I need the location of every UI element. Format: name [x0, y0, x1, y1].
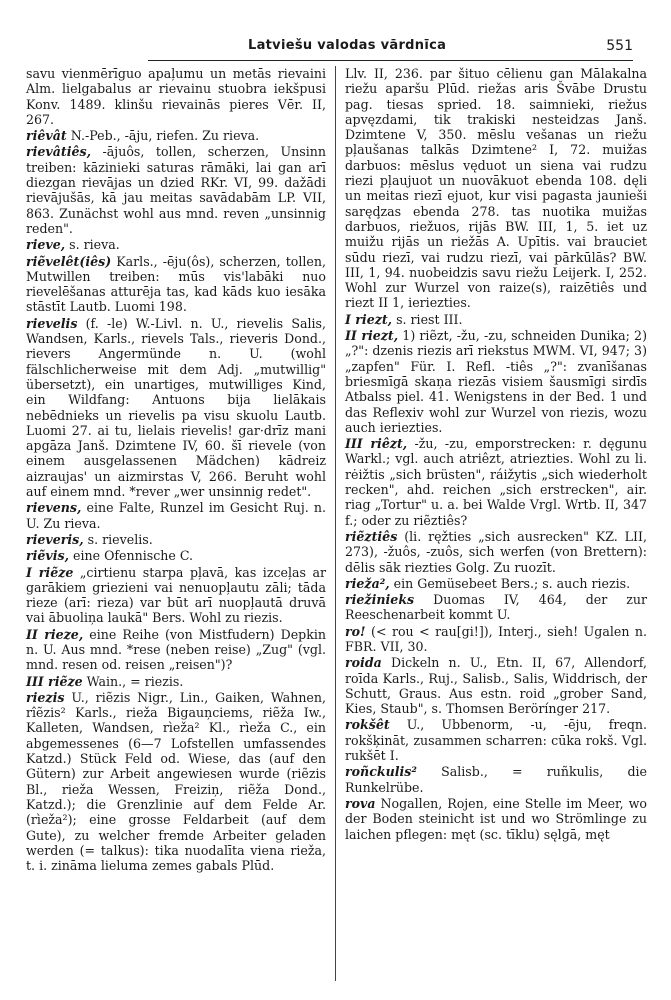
left-column: [26, 66, 326, 874]
entry-body: ein Gemüsebeet Bers.; s. auch riezis.: [389, 575, 631, 591]
entry-body: (< rou < rau[gi!]), Interj., sieh! Ugalen n. FBR. VII, 30.: [345, 623, 647, 654]
entry-continuation: [345, 66, 647, 311]
entry-body: Karls., -ēju(ôs), scherzen, tollen, Mutwillen treiben: mūs vis'labāki nuo rievelēšanas atturēja tas, kad kāds kuo iesāka stāstīt Lautb. Luomi 198.: [26, 253, 326, 315]
dictionary-entry: [26, 254, 326, 315]
dictionary-entry: [26, 316, 326, 500]
entry-headword: riẽvelêt(iês): [26, 253, 112, 269]
entry-body: Nogallen, Rojen, eine Stelle im Meer, wo der Boden steinicht ist und wo Strömlinge zu laichen pflegen: męt (sc. tīklu) sęlgā, męt: [345, 795, 647, 842]
entry-headword: rieveris,: [26, 531, 84, 547]
entry-headword: II riezt,: [345, 328, 399, 344]
dictionary-entry: [26, 690, 326, 874]
dictionary-entry: [26, 144, 326, 236]
dictionary-entry: [345, 655, 647, 716]
dictionary-entry: [345, 529, 647, 575]
entry-body: eine Ofennische C.: [69, 548, 194, 564]
dictionary-entry: [26, 532, 326, 547]
entry-body: (li. ręžties „sich ausrecken" KZ. LII, 273), -žuôs, -zuôs, sich werfen (von Brettern): dēlis sāk riezties Golg. Zu ruozīt.: [345, 528, 647, 575]
page-header: [148, 38, 633, 61]
entry-headword: roñckulis²: [345, 764, 417, 780]
dictionary-entry: [26, 500, 326, 531]
dictionary-entry: [26, 627, 326, 673]
dictionary-entry: [26, 237, 326, 252]
entry-body: U., Ubbenorm, -u, -ēju, freqn. rokšķināt, zusammen scharren: cūka rokš. Vgl. rukšēt I.: [345, 717, 647, 764]
column-divider: [335, 66, 336, 981]
entry-body: Llv. II, 236. par šituo cēlienu gan Mālakalna riežu aparšu Plūd. riežas aris Švābe Drustu pag. tiesas spried. 18. saimnieki, riežus apvęzdami, tik trakiski nesteidzas Janš. Dzimtene V, 350. mēslu vešanas un riežu pļaušanas talkās Dzimtene² I, 72. muižas darbuos: mēslus vęduot un siena vai rudzu riezi pļaujuot un nuovākuot ebenda 108. dęli un meitas riezī ejuot, kur visi pagasta jaunieši saręḑzas ebenda 278. tas nuotika muižas darbuos, riežuos, rijās BW. III, 1, 5. iet uz muižu rijās un riežās A. Upītis. vai brauciet sūdu riezī, vai rudzu riezī, vai pārkūlās? BW. III, 1, 94. nuobeidzis savu riežu Leijerk. I, 252. Wohl zur Wurzel von raize(s), raizētiês und riezt II 1, ieriezties.: [345, 66, 647, 311]
entry-headword: II rieze,: [26, 626, 84, 642]
entry-headword: rieža²,: [345, 575, 390, 591]
dictionary-entry: [26, 565, 326, 626]
dictionary-entry: [345, 592, 647, 623]
entry-body: Wain., = riezis.: [82, 673, 184, 689]
entry-headword: I riezt,: [345, 311, 393, 327]
entry-headword: riêvât: [26, 128, 67, 144]
entry-body: Duomas IV, 464, der zur Reeschenarbeit kommt U.: [345, 592, 647, 623]
entry-body: savu vienmērīguo apaļumu un metās rievaini Alm. lielgabalus ar rievainu stuobra iekšpusi Konv. 1489. klinšu rievainās pieres Vēr. II, 267.: [26, 66, 326, 127]
dictionary-entry: [345, 624, 647, 655]
entry-headword: rieve,: [26, 237, 66, 253]
dictionary-entry: [26, 674, 326, 689]
entry-body: Dickeln n. U., Etn. II, 67, Allendorf, roīda Karls., Ruj., Salisb., Salis, Widdrisch, der Schutt, Graus. Aus estn. roid „grober Sand, Kies, Staub", s. Thomsen Berörínger 217.: [345, 655, 647, 717]
dictionary-entry: [345, 796, 647, 842]
entry-headword: III riẽze: [26, 673, 83, 689]
dictionary-entry: [345, 328, 647, 435]
entry-body: s. rievelis.: [83, 531, 153, 547]
running-title: Latviešu valodas vārdnīca: [248, 38, 447, 53]
entry-body: „cirtienu starpa pļavā, kas izceļas ar garākiem griezieni vai nenuopļautu zāli; tāda rieze (arī: rieza) var būt arī nuopļautā druvā vai ābuoliņa laukā" Bers. Wohl zu riezis.: [26, 564, 326, 626]
entry-body: U., riẽzis Nigr., Lin., Gaiken, Wahnen, rîẽzis² Karls., rieža Bigauņciems, riẽža Iw., Kalleten, Wandsen, rìeža² Kl., rìeža C., ein abgemessenes (6—7 Lofstellen umfassendes Katzd.) Stück Feld od. Wiese, das (auf den Gütern) zur Arbeit angewiesen wurde (riẽzis Bl., rieža Wessen, Freiziņ, riẽža Dond., Katzd.); die Grenzlinie auf dem Felde Ar. (rìeža²); eine grosse Feldarbeit (auf dem Gute), zu welcher fremde Arbeiter geladen werden (= talkus): tika nuodalīta viena rieža, t. i. zināma lieluma zemes gabals Plūd.: [26, 689, 326, 874]
entry-headword: rievens,: [26, 500, 82, 516]
entry-headword: III riêzt,: [345, 436, 408, 452]
entry-body: eine Falte, Runzel im Gesicht Ruj. n. U. Zu rieva.: [26, 500, 326, 531]
entry-body: (f. -le) W.-Livl. n. U., rievelis Salis, Wandsen, Karls., rievels Tals., rieveris Dond., rievers Angermünde n. U. (wohl fälschlicherweise mit dem Adj. „mutwillig" übersetzt), ein unartiges, mutwilliges Kind, ein Wildfang: Antuons bija lielākais nebēdnieks un rievelis pa visu skuolu Lautb. Luomi 27. ai tu, lielais rievelis! gar·drīz mani apgāza Janš. Dzimtene IV, 60. šī rievele (von einem ausgelassenen Mädchen) kādreiz aizraujas' un aizmirstas V, 266. Beruht wohl auf einem mnd. *rever „wer unsinnig redet".: [26, 315, 326, 500]
page-number: 551: [606, 38, 633, 54]
dictionary-entry: [345, 436, 647, 528]
entry-headword: riẽvis,: [26, 548, 70, 564]
dictionary-entry: [26, 128, 326, 143]
entry-body: N.-Peb., -āju, riefen. Zu rieva.: [66, 128, 260, 144]
right-column: [345, 66, 647, 843]
entry-body: 1) riẽzt, -žu, -zu, schneiden Dunika; 2) „?": dzenis riezis arī riekstus MWM. VI, 947; 3) „zapfen" Für. I. Refl. -tiês „?": zvanīšanas briesmīgā skaņa riezās visiem šausmīgi sirdīs Atbalss piel. 41. Wenigstens in der Bed. 1 und das Reflexiv wohl zur Wurzel von riezis, wozu auch ieriezties.: [345, 328, 647, 435]
entry-body: s. rieva.: [65, 237, 120, 253]
entry-headword: riezis: [26, 689, 65, 705]
entry-body: Salisb., = ruñkulis, die Runkelrübe.: [345, 764, 647, 795]
dictionary-entry: [345, 717, 647, 763]
entry-headword: ro!: [345, 623, 366, 639]
dictionary-entry: [345, 576, 647, 591]
entry-headword: rievelis: [26, 315, 78, 331]
dictionary-entry: [26, 548, 326, 563]
entry-body: -ājuôs, tollen, scherzen, Unsinn treiben: kāzinieki saturas rāmāki, lai gan arī diezgan rievājas un dzied RKr. VI, 99. dažādi rievājušās, kā jau meitas savādabām LP. VII, 863. Zunächst wohl aus mnd. reven „unsinnig reden".: [26, 144, 326, 236]
dictionary-entry: [345, 312, 647, 327]
entry-headword: rievâtiês,: [26, 144, 91, 160]
entry-headword: riẽztiês: [345, 528, 398, 544]
entry-body: eine Reihe (von Mistfudern) Depkin n. U. Aus mnd. *rese (neben reise) „Zug" (vgl. mnd. resen od. reisen „reisen")?: [26, 626, 326, 673]
entry-body: -žu, -zu, emporstrecken: r. dęgunu Warkl.; vgl. auch atriêzt, atriezties. Wohl zu li. rėižtis „sich brüsten", ráižytis „sich wiederholt recken", ahd. reichen „sich erstrecken", air. riag „Tortur" u. a. bei Walde Vrgl. Wrtb. II, 347 f.; oder zu riẽztiês?: [345, 436, 648, 528]
entry-headword: rova: [345, 795, 376, 811]
entry-headword: I riẽze: [26, 564, 74, 580]
entry-headword: roida: [345, 655, 382, 671]
entry-headword: rokšêt: [345, 717, 390, 733]
entry-headword: riežinieks: [345, 592, 415, 608]
entry-continuation: [26, 66, 326, 127]
dictionary-entry: [345, 764, 647, 795]
entry-body: s. riest III.: [392, 311, 463, 327]
